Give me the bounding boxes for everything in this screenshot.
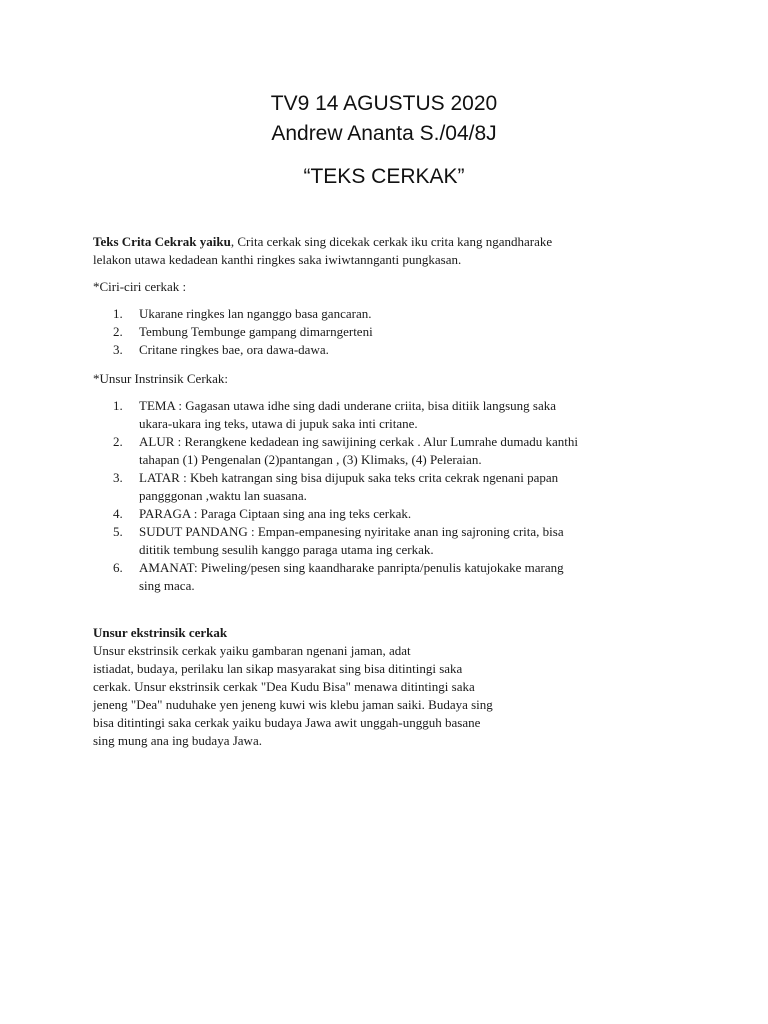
list-text: SUDUT PANDANG : Empan-empanesing nyiritake anan ing sajroning crita, bisa [139,524,564,539]
list-number: 4. [113,506,123,521]
list-text: Tembung Tembunge gampang dimarngerteni [139,324,373,339]
list-text-cont: tahapan (1) Pengenalan (2)pantangan , (3) Klimaks, (4) Peleraian. [139,452,482,467]
ekstrinsik-line: jeneng "Dea" nuduhake yen jeneng kuwi wis klebu jaman saiki. Budaya sing [93,697,493,712]
list-item [113,505,683,523]
ekstrinsik-line: cerkak. Unsur ekstrinsik cerkak "Dea Kudu Bisa" menawa ditintingi saka [93,679,475,694]
ekstrinsik-section [93,624,693,750]
list-item [113,305,683,323]
list-item [113,433,683,469]
intro-paragraph [93,233,693,269]
header-author: Andrew Ananta S./04/8J [271,122,497,145]
intro-definition: , Crita cerkak sing dicekak cerkak iku crita kang ngandharake [230,234,553,249]
list-text: ALUR : Rerangkene kedadean ing sawijining cerkak . Alur Lumrahe dumadu kanthi [139,434,578,449]
list-number: 1. [113,398,123,413]
ciri-label: *Ciri-ciri cerkak : [93,279,187,294]
list-text: AMANAT: Piweling/pesen sing kaandharake panripta/penulis katujokake marang [139,560,564,575]
list-number: 2. [113,324,123,339]
list-text-cont: sing maca. [139,578,195,593]
list-text: TEMA : Gagasan utawa idhe sing dadi underane criita, bisa ditiik langsung saka [139,398,556,413]
list-text-cont: ukara-ukara ing teks, utawa di jupuk saka inti critane. [139,416,418,431]
ciri-list [113,305,683,359]
ekstrinsik-title: Unsur ekstrinsik cerkak [93,625,228,640]
list-item [113,341,683,359]
list-text: LATAR : Kbeh katrangan sing bisa dijupuk saka teks crita cekrak ngenani papan [139,470,559,485]
document-title: “TEKS CERKAK” [303,165,465,188]
intro-definition-line2: lelakon utawa kedadean kanthi ringkes saka iwiwtannganti pungkasan. [93,252,462,267]
list-number: 3. [113,470,123,485]
ekstrinsik-line: istiadat, budaya, perilaku lan sikap masyarakat sing bisa ditintingi saka [93,661,463,676]
unsur-label: *Unsur Instrinsik Cerkak: [93,371,229,386]
ekstrinsik-line: Unsur ekstrinsik cerkak yaiku gambaran ngenani jaman, adat [93,643,411,658]
list-item [113,559,683,595]
ekstrinsik-line: bisa ditintingi saka cerkak yaiku budaya Jawa awit unggah-ungguh basane [93,715,481,730]
list-item [113,397,683,433]
list-text-cont: pangggonan ,waktu lan suasana. [139,488,307,503]
list-text: PARAGA : Paraga Ciptaan sing ana ing teks cerkak. [139,506,412,521]
list-item [113,469,683,505]
intro-term: Teks Crita Cekrak yaiku [93,234,231,249]
list-number: 6. [113,560,123,575]
list-text: Ukarane ringkes lan nganggo basa gancaran. [139,306,372,321]
list-number: 3. [113,342,123,357]
list-text: Critane ringkes bae, ora dawa-dawa. [139,342,329,357]
header-date: TV9 14 AGUSTUS 2020 [270,92,498,115]
unsur-list [113,397,683,595]
list-item [113,323,683,341]
list-item [113,523,683,559]
list-text-cont: dititik tembung sesulih kanggo paraga utama ing cerkak. [139,542,434,557]
list-number: 5. [113,524,123,539]
list-number: 2. [113,434,123,449]
ekstrinsik-line: sing mung ana ing budaya Jawa. [93,733,262,748]
list-number: 1. [113,306,123,321]
